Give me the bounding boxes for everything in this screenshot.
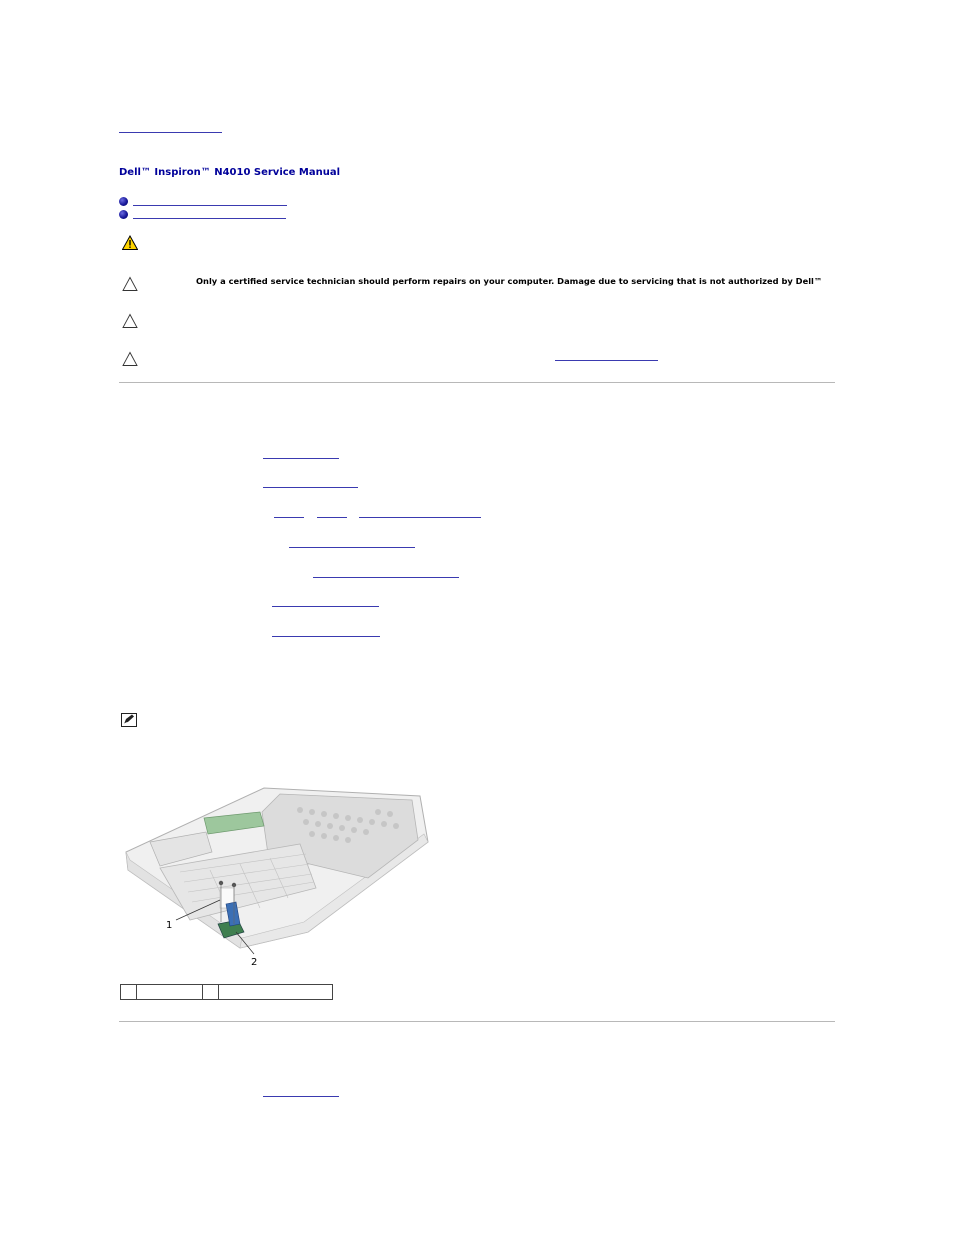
toc-item-1[interactable] <box>119 195 287 207</box>
palm-rest-illustration <box>120 782 432 968</box>
note-icon <box>121 713 137 727</box>
warning-icon <box>122 235 138 251</box>
step-link-5[interactable] <box>313 567 459 578</box>
legend-number-cell <box>203 985 219 1000</box>
figure-callout-1: 1 <box>166 920 173 931</box>
caution-icon <box>122 313 138 329</box>
step-link-4[interactable] <box>289 537 415 548</box>
caution-icon <box>122 276 138 292</box>
legend-label-cell <box>137 985 203 1000</box>
toc-link-2[interactable] <box>133 209 286 219</box>
back-to-contents-link[interactable] <box>119 120 222 133</box>
section-divider <box>119 1021 835 1022</box>
figure-callout-2: 2 <box>251 957 258 968</box>
bullet-icon <box>119 197 128 206</box>
replacing-step-link[interactable] <box>263 1086 339 1097</box>
bullet-icon <box>119 210 128 219</box>
table-row <box>121 985 333 1000</box>
legend-number-cell <box>121 985 137 1000</box>
step-link-6[interactable] <box>272 596 379 607</box>
caution-reference-link[interactable] <box>555 348 658 361</box>
step-link-3a[interactable] <box>274 507 304 518</box>
figure-legend-table <box>120 984 333 1000</box>
toc-link-1[interactable] <box>133 196 287 206</box>
toc-item-2[interactable] <box>119 208 286 220</box>
legend-label-cell <box>219 985 333 1000</box>
manual-title: Dell™ Inspiron™ N4010 Service Manual <box>119 167 341 178</box>
step-link-3b[interactable] <box>317 507 347 518</box>
caution-icon <box>122 351 138 367</box>
step-link-7[interactable] <box>272 626 380 637</box>
step-link-1[interactable] <box>263 448 339 459</box>
caution-text: Only a certified service technician should perform repairs on your computer. Damage due to servicing that is not authorized by Dell™ <box>196 276 823 286</box>
step-link-3c[interactable] <box>359 507 481 518</box>
section-divider <box>119 382 835 383</box>
step-link-2[interactable] <box>263 477 358 488</box>
